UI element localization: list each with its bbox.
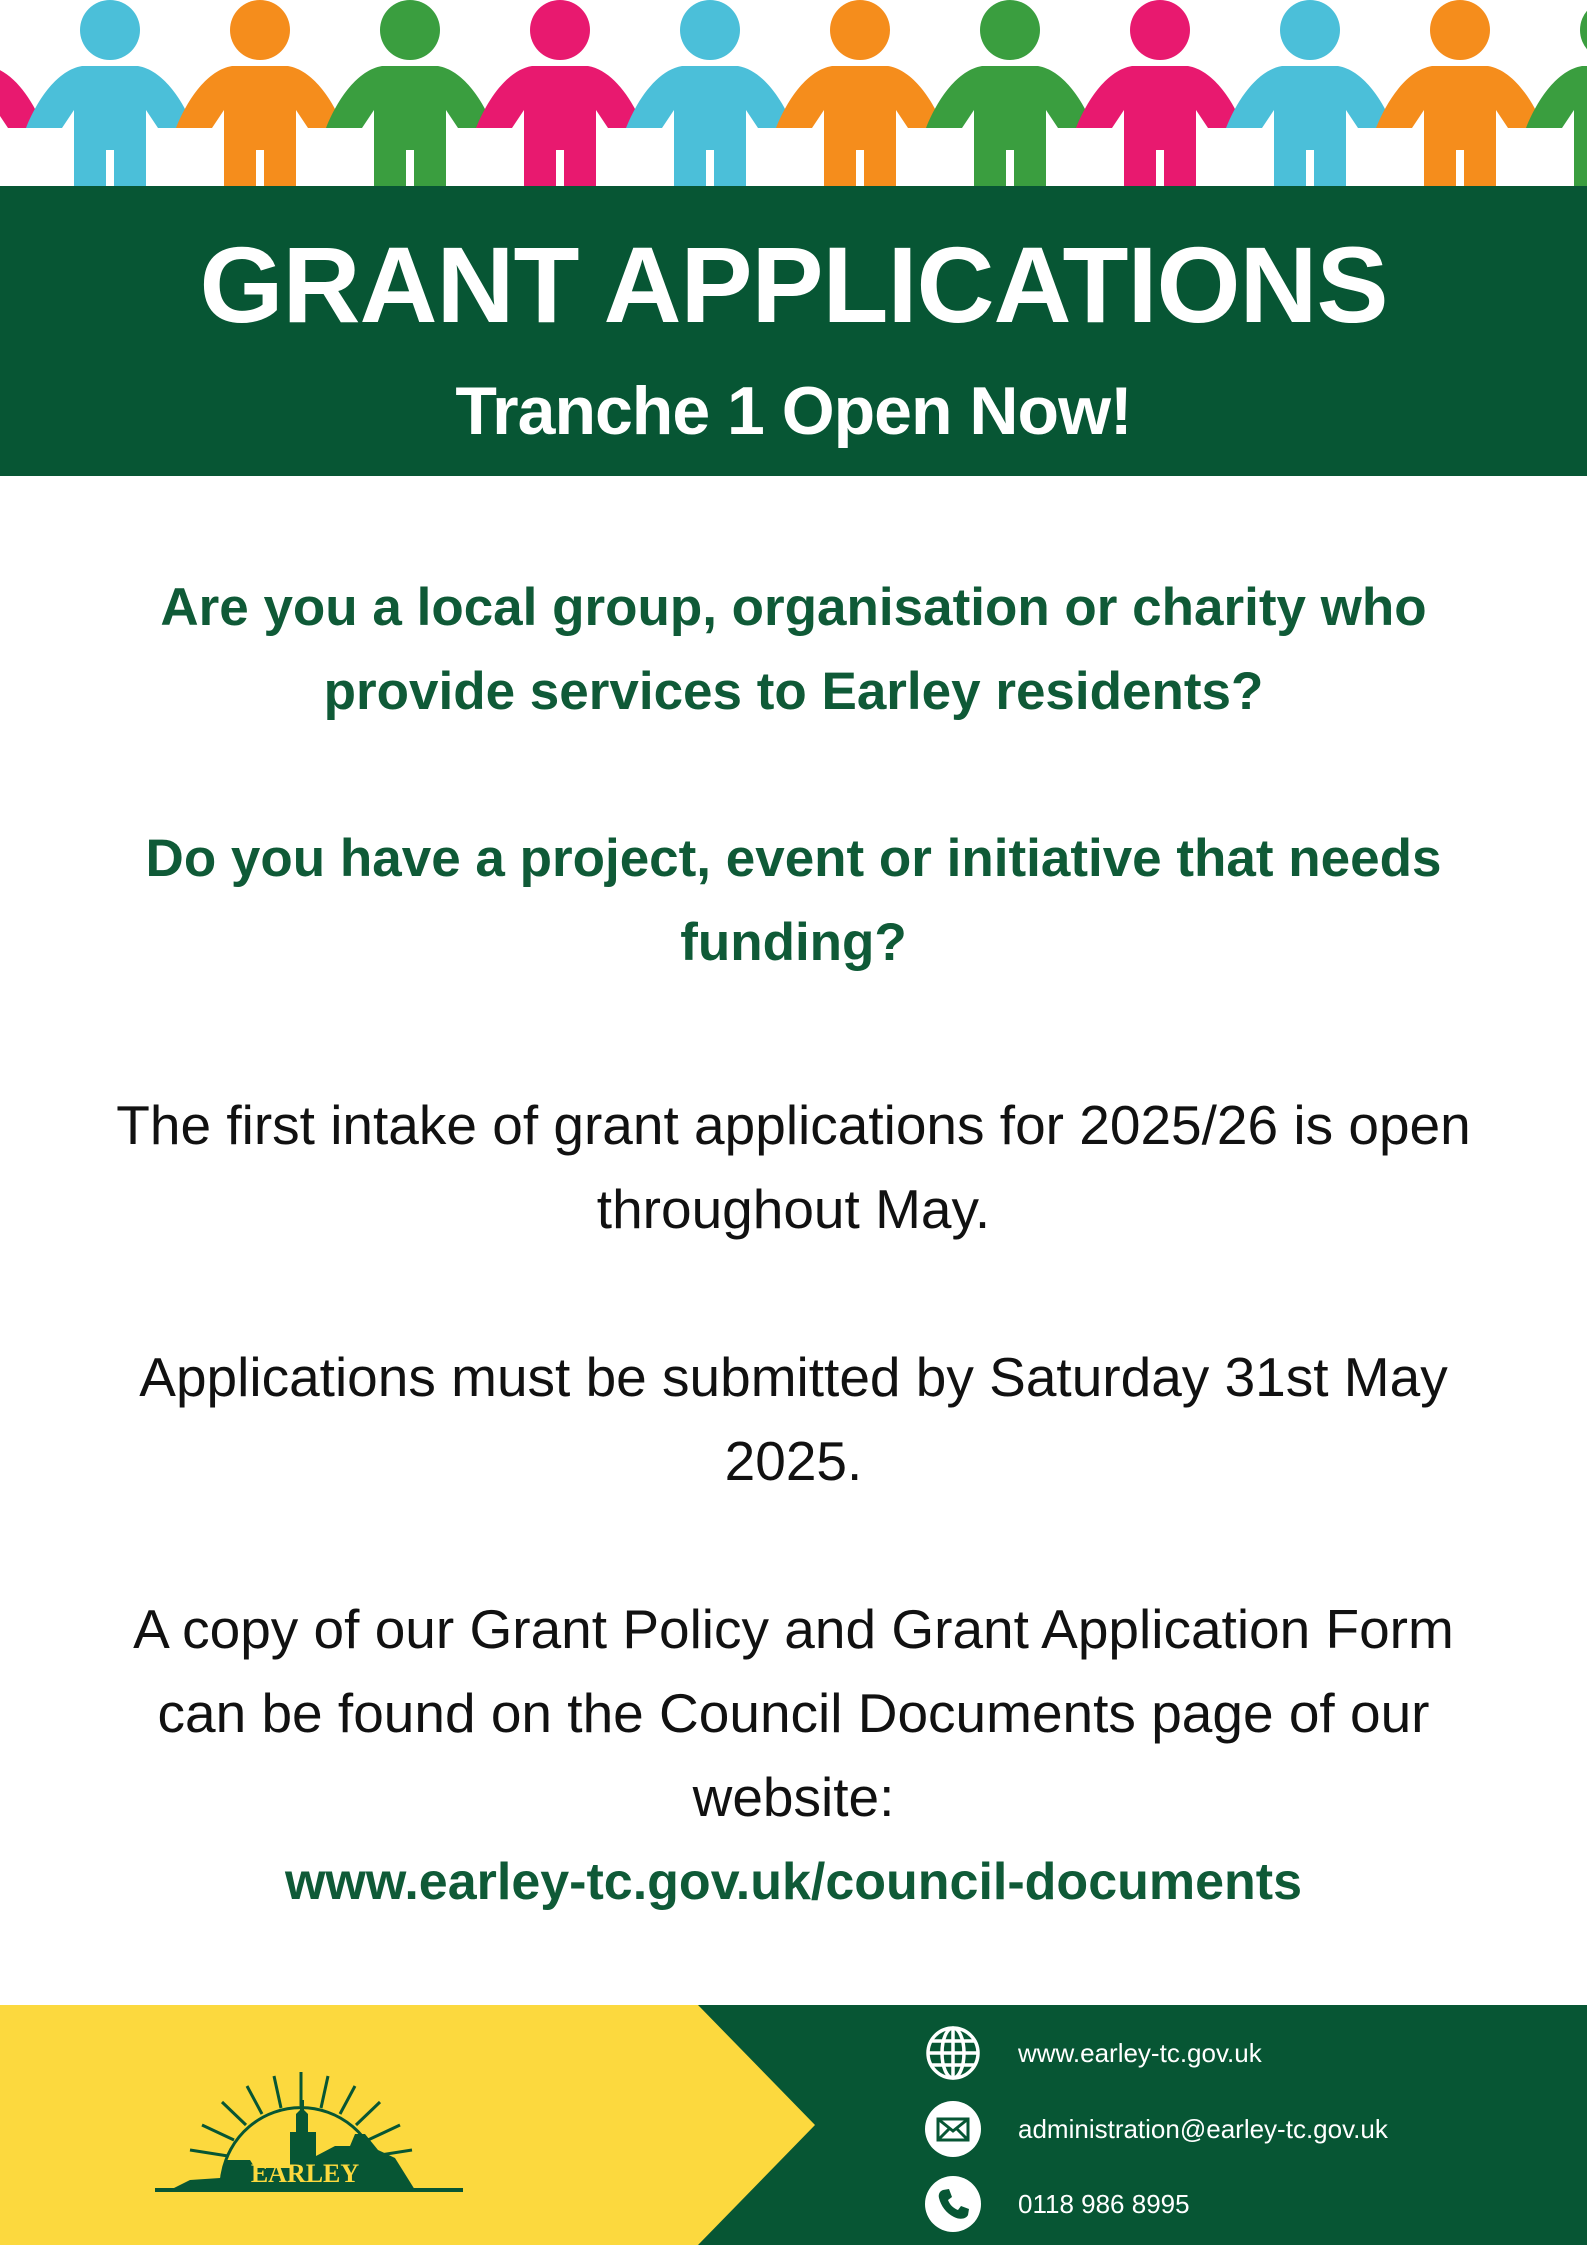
details-paragraph-3: A copy of our Grant Policy and Grant Application Form can be found on the Council Documents page of our website: [133, 1598, 1454, 1828]
title-band [0, 186, 1587, 476]
people-banner [0, 0, 1587, 186]
phone-icon [924, 2175, 982, 2233]
details-paragraph-2: Applications must be submitted by Saturday 31st May 2025. [139, 1346, 1448, 1492]
person-figure [476, 0, 644, 186]
envelope-icon [924, 2100, 982, 2158]
page-subtitle: Tranche 1 Open Now! [455, 373, 1132, 449]
person-figure [26, 0, 194, 186]
details-paragraph-1: The first intake of grant applications for 2025/26 is open throughout May. [116, 1094, 1471, 1240]
intro-question-2: Do you have a project, event or initiative that needs funding? [145, 829, 1442, 972]
intro-question-1: Are you a local group, organisation or charity who provide services to Earley residents? [160, 578, 1427, 721]
person-figure [1076, 0, 1244, 186]
person-figure [0, 0, 44, 186]
contact-phone[interactable] [924, 2175, 1564, 2233]
page-title: GRANT APPLICATIONS [199, 224, 1388, 345]
person-figure [1226, 0, 1394, 186]
person-figure [626, 0, 794, 186]
person-figure [1376, 0, 1544, 186]
person-figure [926, 0, 1094, 186]
contact-email-text: administration@earley-tc.gov.uk [1018, 2114, 1388, 2144]
footer [0, 2005, 1587, 2245]
person-figure [776, 0, 944, 186]
person-figure [326, 0, 494, 186]
contact-phone-text: 0118 986 8995 [1018, 2189, 1190, 2219]
person-figure [1526, 0, 1587, 186]
earley-logo [150, 2050, 470, 2210]
person-figure [176, 0, 344, 186]
contact-email[interactable] [924, 2100, 1564, 2158]
contact-website-text: www.earley-tc.gov.uk [1018, 2038, 1262, 2068]
globe-icon [924, 2024, 982, 2082]
council-documents-link[interactable]: www.earley-tc.gov.uk/council-documents [284, 1853, 1303, 1911]
earley-logo-text: EARLEY [250, 2159, 360, 2188]
contact-website[interactable] [924, 2024, 1564, 2082]
